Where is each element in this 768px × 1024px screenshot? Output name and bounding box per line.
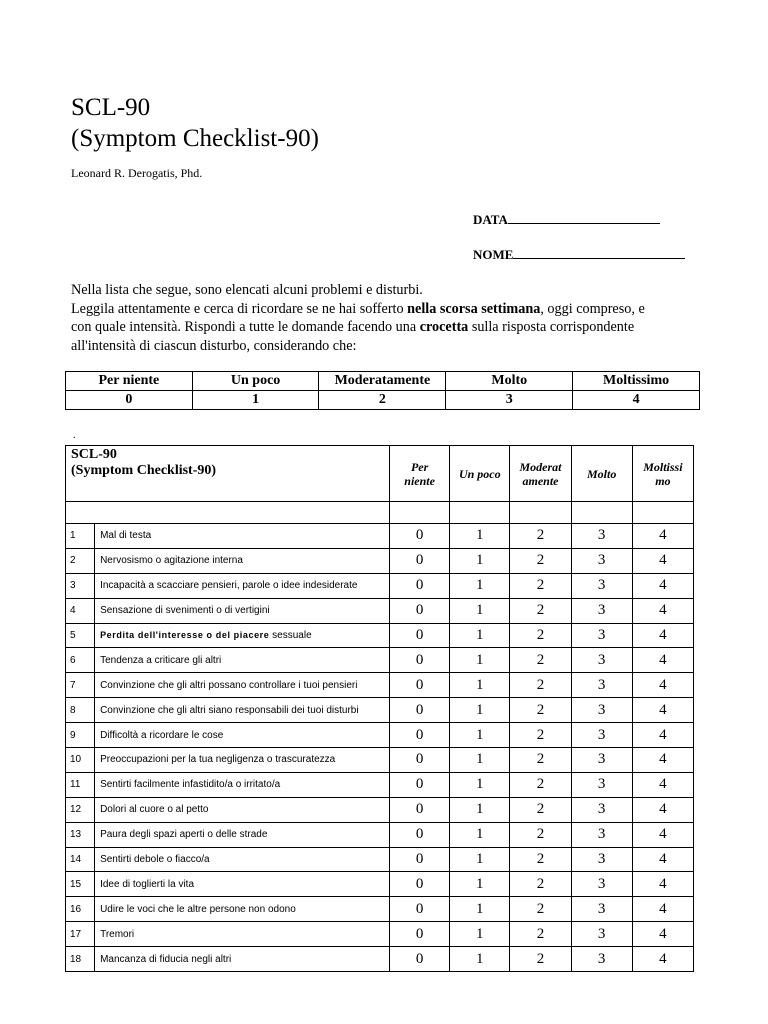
item-number: 17 bbox=[66, 922, 95, 947]
item-number: 14 bbox=[66, 847, 95, 872]
item-text: Udire le voci che le altre persone non odono bbox=[95, 897, 390, 922]
item-number: 11 bbox=[66, 772, 95, 797]
response-option-1[interactable]: 1 bbox=[450, 623, 510, 648]
response-option-2[interactable]: 2 bbox=[510, 922, 571, 947]
item-number: 1 bbox=[66, 524, 95, 549]
response-option-0[interactable]: 0 bbox=[390, 897, 450, 922]
legend-value: 3 bbox=[446, 391, 573, 410]
response-option-2[interactable]: 2 bbox=[510, 698, 571, 723]
response-option-0[interactable]: 0 bbox=[390, 648, 450, 673]
item-text: Sentirti facilmente infastidito/a o irritato/a bbox=[95, 772, 390, 797]
response-option-1[interactable]: 1 bbox=[450, 947, 510, 972]
intro-line-2 bbox=[71, 300, 711, 319]
response-option-0[interactable]: 0 bbox=[390, 524, 450, 549]
legend-label: Un poco bbox=[192, 372, 319, 391]
response-option-0[interactable]: 0 bbox=[390, 598, 450, 623]
response-option-3[interactable]: 3 bbox=[571, 822, 632, 847]
checklist-table bbox=[65, 445, 694, 972]
item-number: 3 bbox=[66, 573, 95, 598]
table-row bbox=[66, 872, 694, 897]
response-option-1[interactable]: 1 bbox=[450, 698, 510, 723]
legend-table bbox=[65, 371, 700, 410]
response-option-2[interactable]: 2 bbox=[510, 748, 571, 773]
item-text: Incapacità a scacciare pensieri, parole o idee indesiderate bbox=[95, 573, 390, 598]
header-line: niente bbox=[404, 473, 435, 488]
response-option-3[interactable]: 3 bbox=[571, 947, 632, 972]
response-option-2[interactable]: 2 bbox=[510, 872, 571, 897]
legend-value: 0 bbox=[66, 391, 193, 410]
response-option-2[interactable]: 2 bbox=[510, 723, 571, 748]
response-option-1[interactable]: 1 bbox=[450, 822, 510, 847]
response-option-0[interactable]: 0 bbox=[390, 797, 450, 822]
item-text: Convinzione che gli altri possano controllare i tuoi pensieri bbox=[95, 673, 390, 698]
header-line: Per bbox=[410, 459, 429, 474]
response-option-3[interactable]: 3 bbox=[571, 548, 632, 573]
author: Leonard R. Derogatis, Phd. bbox=[71, 166, 203, 180]
response-option-4[interactable]: 4 bbox=[632, 698, 693, 723]
response-option-4[interactable]: 4 bbox=[632, 598, 693, 623]
response-option-2[interactable]: 2 bbox=[510, 548, 571, 573]
response-option-2[interactable]: 2 bbox=[510, 598, 571, 623]
table-row bbox=[66, 648, 694, 673]
response-option-2[interactable]: 2 bbox=[510, 623, 571, 648]
response-option-2[interactable]: 2 bbox=[510, 897, 571, 922]
response-option-1[interactable]: 1 bbox=[450, 748, 510, 773]
response-option-2[interactable]: 2 bbox=[510, 524, 571, 549]
response-option-1[interactable]: 1 bbox=[450, 872, 510, 897]
checklist-header-row bbox=[66, 446, 694, 502]
item-number: 5 bbox=[66, 623, 95, 648]
response-option-3[interactable]: 3 bbox=[571, 524, 632, 549]
header-line: amente bbox=[522, 473, 559, 488]
checklist-title bbox=[66, 446, 390, 502]
table-row bbox=[66, 748, 694, 773]
response-option-1[interactable]: 1 bbox=[450, 847, 510, 872]
response-option-1[interactable]: 1 bbox=[450, 772, 510, 797]
legend-values-row bbox=[66, 391, 700, 410]
date-field[interactable] bbox=[473, 211, 660, 228]
response-option-2[interactable]: 2 bbox=[510, 648, 571, 673]
response-option-2[interactable]: 2 bbox=[510, 847, 571, 872]
response-option-4[interactable]: 4 bbox=[632, 847, 693, 872]
response-option-3[interactable]: 3 bbox=[571, 772, 632, 797]
header-line: Moderat bbox=[519, 459, 562, 474]
item-number: 9 bbox=[66, 723, 95, 748]
table-row bbox=[66, 772, 694, 797]
response-option-3[interactable]: 3 bbox=[571, 872, 632, 897]
table-row bbox=[66, 797, 694, 822]
table-row bbox=[66, 822, 694, 847]
item-text bbox=[95, 623, 390, 648]
response-option-0[interactable]: 0 bbox=[390, 822, 450, 847]
response-option-4[interactable]: 4 bbox=[632, 748, 693, 773]
response-option-2[interactable]: 2 bbox=[510, 947, 571, 972]
response-option-0[interactable]: 0 bbox=[390, 698, 450, 723]
response-option-2[interactable]: 2 bbox=[510, 573, 571, 598]
item-text: Difficoltà a ricordare le cose bbox=[95, 723, 390, 748]
item-number: 2 bbox=[66, 548, 95, 573]
response-option-0[interactable]: 0 bbox=[390, 922, 450, 947]
response-option-4[interactable]: 4 bbox=[632, 623, 693, 648]
separator-dot: . bbox=[73, 430, 76, 441]
item-number: 10 bbox=[66, 748, 95, 773]
checklist-title-line-2: (Symptom Checklist-90) bbox=[71, 463, 217, 478]
response-option-1[interactable]: 1 bbox=[450, 548, 510, 573]
response-option-4[interactable]: 4 bbox=[632, 573, 693, 598]
title-line-2: (Symptom Checklist-90) bbox=[71, 125, 319, 152]
name-label: NOME bbox=[473, 247, 514, 262]
response-option-1[interactable]: 1 bbox=[450, 598, 510, 623]
response-option-0[interactable]: 0 bbox=[390, 772, 450, 797]
spacer-cell bbox=[66, 502, 390, 524]
intro-line-3 bbox=[71, 318, 711, 337]
response-option-3[interactable]: 3 bbox=[571, 723, 632, 748]
intro-line-3-a: con quale intensità. Rispondi a tutte le domande facendo una bbox=[71, 319, 420, 335]
intro-line-2-bold: nella scorsa settimana bbox=[407, 300, 541, 317]
legend-label: Moderatamente bbox=[319, 372, 446, 391]
column-header-molto bbox=[571, 446, 632, 502]
table-row bbox=[66, 673, 694, 698]
item-number: 4 bbox=[66, 598, 95, 623]
item-text: Idee di toglierti la vita bbox=[95, 872, 390, 897]
spacer-cell bbox=[450, 502, 510, 524]
header-line: mo bbox=[655, 473, 671, 488]
intro-line-1: Nella lista che segue, sono elencati alcuni problemi e disturbi. bbox=[71, 282, 423, 298]
response-option-0[interactable]: 0 bbox=[390, 872, 450, 897]
response-option-4[interactable]: 4 bbox=[632, 648, 693, 673]
response-option-1[interactable]: 1 bbox=[450, 897, 510, 922]
page-title bbox=[71, 92, 319, 154]
column-header-moderatamente bbox=[510, 446, 571, 502]
response-option-0[interactable]: 0 bbox=[390, 723, 450, 748]
response-option-4[interactable]: 4 bbox=[632, 897, 693, 922]
response-option-0[interactable]: 0 bbox=[390, 573, 450, 598]
table-row bbox=[66, 598, 694, 623]
response-option-3[interactable]: 3 bbox=[571, 673, 632, 698]
response-option-4[interactable]: 4 bbox=[632, 548, 693, 573]
header-line: Moltissi bbox=[643, 459, 683, 474]
table-row bbox=[66, 698, 694, 723]
intro-line-3-bold: crocetta bbox=[419, 319, 469, 335]
response-option-1[interactable]: 1 bbox=[450, 648, 510, 673]
response-option-4[interactable]: 4 bbox=[632, 524, 693, 549]
item-text-rest: sessuale bbox=[269, 630, 312, 641]
response-option-2[interactable]: 2 bbox=[510, 772, 571, 797]
response-option-0[interactable]: 0 bbox=[390, 847, 450, 872]
table-row bbox=[66, 623, 694, 648]
legend-value: 1 bbox=[192, 391, 319, 410]
table-row bbox=[66, 947, 694, 972]
response-option-2[interactable]: 2 bbox=[510, 797, 571, 822]
intro-line-3-b: sulla risposta corrispondente bbox=[468, 319, 635, 335]
response-option-1[interactable]: 1 bbox=[450, 797, 510, 822]
intro-line-4: all'intensità di ciascun disturbo, considerando che: bbox=[71, 337, 357, 354]
response-option-3[interactable]: 3 bbox=[571, 748, 632, 773]
spacer-cell bbox=[390, 502, 450, 524]
spacer-cell bbox=[632, 502, 693, 524]
item-number: 8 bbox=[66, 698, 95, 723]
response-option-0[interactable]: 0 bbox=[390, 548, 450, 573]
date-blank-line[interactable] bbox=[508, 211, 660, 224]
title-line-1: SCL-90 bbox=[71, 94, 151, 121]
intro-line-2-a: Leggila attentamente e cerca di ricordare se ne hai sofferto bbox=[71, 300, 408, 317]
response-option-1[interactable]: 1 bbox=[450, 573, 510, 598]
response-option-4[interactable]: 4 bbox=[632, 922, 693, 947]
item-text: Mal di testa bbox=[95, 524, 390, 549]
response-option-4[interactable]: 4 bbox=[632, 872, 693, 897]
item-text: Mancanza di fiducia negli altri bbox=[95, 947, 390, 972]
item-number: 16 bbox=[66, 897, 95, 922]
name-field[interactable] bbox=[473, 246, 685, 263]
response-option-3[interactable]: 3 bbox=[571, 598, 632, 623]
table-row bbox=[66, 847, 694, 872]
table-row bbox=[66, 524, 694, 549]
table-row bbox=[66, 573, 694, 598]
spacer-cell bbox=[510, 502, 571, 524]
intro-line-2-b: , oggi compreso, e bbox=[540, 300, 645, 317]
item-text: Tendenza a criticare gli altri bbox=[95, 648, 390, 673]
item-number: 15 bbox=[66, 872, 95, 897]
header-line: Un poco bbox=[458, 466, 501, 481]
response-option-3[interactable]: 3 bbox=[571, 573, 632, 598]
item-text: Paura degli spazi aperti o delle strade bbox=[95, 822, 390, 847]
response-option-3[interactable]: 3 bbox=[571, 797, 632, 822]
response-option-1[interactable]: 1 bbox=[450, 922, 510, 947]
response-option-4[interactable]: 4 bbox=[632, 723, 693, 748]
response-option-3[interactable]: 3 bbox=[571, 922, 632, 947]
response-option-4[interactable]: 4 bbox=[632, 797, 693, 822]
item-text: Dolori al cuore o al petto bbox=[95, 797, 390, 822]
item-number: 7 bbox=[66, 673, 95, 698]
item-text: Nervosismo o agitazione interna bbox=[95, 548, 390, 573]
legend-value: 2 bbox=[319, 391, 446, 410]
item-text: Tremori bbox=[95, 922, 390, 947]
response-option-3[interactable]: 3 bbox=[571, 897, 632, 922]
response-option-1[interactable]: 1 bbox=[450, 673, 510, 698]
table-row bbox=[66, 922, 694, 947]
response-option-3[interactable]: 3 bbox=[571, 847, 632, 872]
table-row bbox=[66, 897, 694, 922]
column-header-moltissimo bbox=[632, 446, 693, 502]
item-text: Sensazione di svenimenti o di vertigini bbox=[95, 598, 390, 623]
response-option-3[interactable]: 3 bbox=[571, 648, 632, 673]
response-option-0[interactable]: 0 bbox=[390, 673, 450, 698]
response-option-3[interactable]: 3 bbox=[571, 698, 632, 723]
item-number: 12 bbox=[66, 797, 95, 822]
legend-value: 4 bbox=[573, 391, 700, 410]
response-option-1[interactable]: 1 bbox=[450, 723, 510, 748]
response-option-4[interactable]: 4 bbox=[632, 947, 693, 972]
response-option-4[interactable]: 4 bbox=[632, 772, 693, 797]
item-text-spaced: Perdita dell'interesse o del piacere bbox=[100, 630, 270, 640]
date-label: DATA bbox=[473, 212, 508, 227]
response-option-4[interactable]: 4 bbox=[632, 822, 693, 847]
response-option-0[interactable]: 0 bbox=[390, 947, 450, 972]
checklist-title-line-1: SCL-90 bbox=[71, 447, 117, 462]
response-option-3[interactable]: 3 bbox=[571, 623, 632, 648]
table-row bbox=[66, 723, 694, 748]
column-header-per-niente bbox=[390, 446, 450, 502]
response-option-0[interactable]: 0 bbox=[390, 623, 450, 648]
response-option-2[interactable]: 2 bbox=[510, 822, 571, 847]
legend-label: Moltissimo bbox=[573, 372, 700, 391]
item-text: Preoccupazioni per la tua negligenza o trascuratezza bbox=[95, 748, 390, 773]
name-blank-line[interactable] bbox=[513, 246, 685, 259]
response-option-1[interactable]: 1 bbox=[450, 524, 510, 549]
item-number: 18 bbox=[66, 947, 95, 972]
response-option-0[interactable]: 0 bbox=[390, 748, 450, 773]
spacer-row bbox=[66, 502, 694, 524]
response-option-2[interactable]: 2 bbox=[510, 673, 571, 698]
instructions bbox=[71, 281, 711, 355]
item-text: Convinzione che gli altri siano responsabili dei tuoi disturbi bbox=[95, 698, 390, 723]
legend-label: Molto bbox=[446, 372, 573, 391]
legend-label: Per niente bbox=[66, 372, 193, 391]
legend-labels-row bbox=[66, 372, 700, 391]
response-option-4[interactable]: 4 bbox=[632, 673, 693, 698]
item-number: 13 bbox=[66, 822, 95, 847]
header-line: Molto bbox=[587, 466, 617, 481]
spacer-cell bbox=[571, 502, 632, 524]
column-header-un-poco bbox=[450, 446, 510, 502]
table-row bbox=[66, 548, 694, 573]
item-text: Sentirti debole o fiacco/a bbox=[95, 847, 390, 872]
item-number: 6 bbox=[66, 648, 95, 673]
